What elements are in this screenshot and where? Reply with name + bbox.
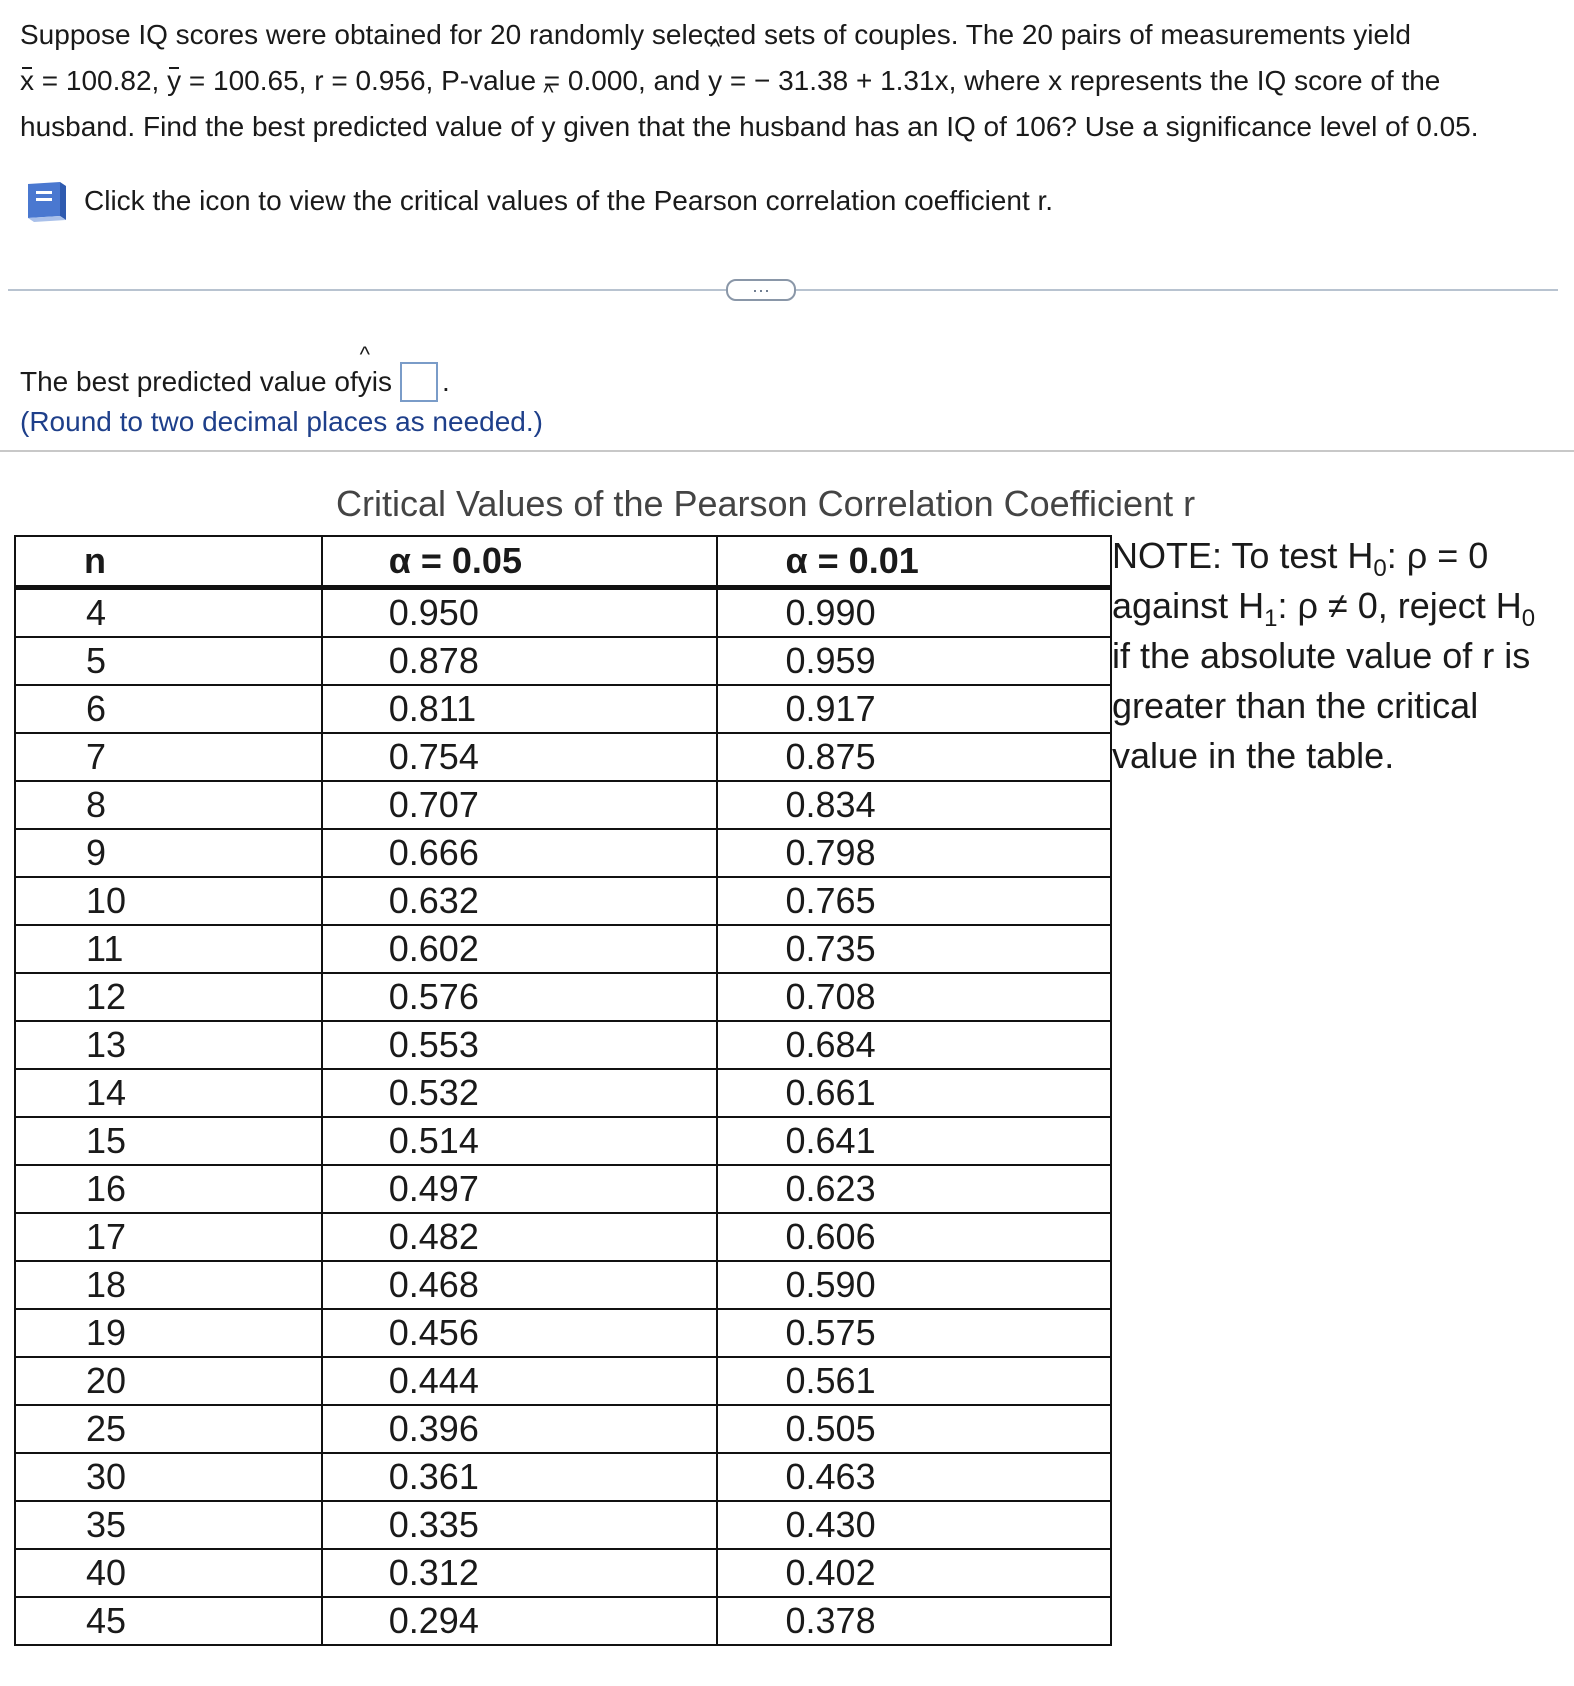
cell-alpha-001: 0.875 [717, 733, 1111, 781]
cell-alpha-005: 0.335 [322, 1501, 717, 1549]
cell-alpha-005: 0.553 [322, 1021, 717, 1069]
cell-alpha-001: 0.623 [717, 1165, 1111, 1213]
cell-alpha-001: 0.590 [717, 1261, 1111, 1309]
y-hat-symbol: ^ y [541, 104, 555, 150]
critical-values-link-row [22, 178, 1053, 224]
cell-n: 45 [15, 1597, 322, 1645]
answer-is: is [371, 366, 392, 397]
table-title: Critical Values of the Pearson Correlation Coefficient r [336, 483, 1196, 524]
header-alpha-005: α = 0.05 [322, 536, 717, 588]
x-bar-symbol: x [20, 58, 34, 104]
table-row [15, 1357, 1111, 1405]
cell-n: 19 [15, 1309, 322, 1357]
critical-values-table [14, 535, 1112, 1666]
cell-alpha-001: 0.463 [717, 1453, 1111, 1501]
cell-alpha-005: 0.482 [322, 1213, 717, 1261]
cell-alpha-005: 0.396 [322, 1405, 717, 1453]
question-line-2 [20, 58, 1550, 104]
cell-n: 16 [15, 1165, 322, 1213]
x-bar-value: = 100.82, [34, 65, 168, 96]
table-row [15, 685, 1111, 733]
table-row [15, 637, 1111, 685]
table-row [15, 1021, 1111, 1069]
cell-alpha-005: 0.576 [322, 973, 717, 1021]
cell-n: 9 [15, 829, 322, 877]
note-line-2-mid: : ρ ≠ 0, reject H [1277, 585, 1522, 626]
cell-alpha-005: 0.632 [322, 877, 717, 925]
header-alpha-001: α = 0.01 [717, 536, 1111, 588]
cell-alpha-005: 0.312 [322, 1549, 717, 1597]
note-sub-1: 1 [1264, 605, 1278, 633]
cell-alpha-001: 0.798 [717, 829, 1111, 877]
table-header-row [15, 536, 1111, 588]
note-text [1112, 531, 1572, 781]
cell-n: 40 [15, 1549, 322, 1597]
cell-n: 17 [15, 1213, 322, 1261]
cell-n: 20 [15, 1357, 322, 1405]
cell-alpha-001: 0.735 [717, 925, 1111, 973]
note-line-1-post: : ρ = 0 [1386, 535, 1489, 576]
cell-n: 7 [15, 733, 322, 781]
question-line-3 [20, 104, 1550, 150]
cell-n: 25 [15, 1405, 322, 1453]
cell-alpha-001: 0.505 [717, 1405, 1111, 1453]
y-hat-symbol: ^ y [358, 366, 372, 398]
cell-n: 12 [15, 973, 322, 1021]
cell-alpha-001: 0.378 [717, 1597, 1111, 1645]
answer-input[interactable] [400, 362, 438, 402]
cell-alpha-005: 0.468 [322, 1261, 717, 1309]
cell-alpha-001: 0.917 [717, 685, 1111, 733]
note-line-5: value in the table. [1112, 735, 1395, 776]
cell-alpha-005: 0.950 [322, 588, 717, 638]
table-row [15, 1261, 1111, 1309]
cell-n: 8 [15, 781, 322, 829]
question-line-3-post: given that the husband has an IQ of 106? Use a significance level of 0.05. [555, 111, 1479, 142]
rounding-note: (Round to two decimal places as needed.) [20, 406, 543, 437]
table-row [15, 1069, 1111, 1117]
table-row [15, 1165, 1111, 1213]
table-row [15, 1405, 1111, 1453]
cell-alpha-005: 0.602 [322, 925, 717, 973]
cell-alpha-001: 0.834 [717, 781, 1111, 829]
cell-alpha-001: 0.990 [717, 588, 1111, 638]
cell-n: 13 [15, 1021, 322, 1069]
note-sub-0b: 0 [1521, 605, 1536, 633]
note-sub-0: 0 [1373, 555, 1387, 583]
cell-alpha-005: 0.754 [322, 733, 717, 781]
cell-alpha-005: 0.514 [322, 1117, 717, 1165]
regression-equation: = − 31.38 + 1.31x, where x represents the IQ score of the [722, 65, 1441, 96]
cell-alpha-001: 0.684 [717, 1021, 1111, 1069]
note-line-2 [1112, 581, 1572, 631]
answer-suffix: . [442, 366, 450, 397]
y-bar-symbol: y [167, 58, 181, 104]
table-row [15, 877, 1111, 925]
table-row [15, 1597, 1111, 1645]
cell-alpha-005: 0.811 [322, 685, 717, 733]
answer-prefix: The best predicted value of [20, 366, 358, 397]
cell-alpha-001: 0.561 [717, 1357, 1111, 1405]
cell-alpha-005: 0.532 [322, 1069, 717, 1117]
table-row [15, 925, 1111, 973]
question-line-3-pre: husband. Find the best predicted value of [20, 111, 542, 142]
cell-alpha-005: 0.878 [322, 637, 717, 685]
table-row [15, 1549, 1111, 1597]
table-row [15, 1117, 1111, 1165]
critical-values-link-text: Click the icon to view the critical values of the Pearson correlation coefficient r. [84, 185, 1054, 216]
cell-alpha-001: 0.575 [717, 1309, 1111, 1357]
cell-n: 10 [15, 877, 322, 925]
answer-line [20, 360, 543, 404]
cell-alpha-001: 0.402 [717, 1549, 1111, 1597]
note-line-2-pre: against H [1112, 585, 1265, 626]
table-row [15, 829, 1111, 877]
cell-n: 4 [15, 588, 322, 638]
question-line-1: Suppose IQ scores were obtained for 20 randomly selected sets of couples. The 20 pairs of measurements yield [20, 19, 1411, 50]
table-row [15, 781, 1111, 829]
table-row [15, 1501, 1111, 1549]
cell-alpha-005: 0.497 [322, 1165, 717, 1213]
cell-n: 35 [15, 1501, 322, 1549]
table-row [15, 973, 1111, 1021]
cell-alpha-001: 0.661 [717, 1069, 1111, 1117]
cell-alpha-005: 0.707 [322, 781, 717, 829]
table-row [15, 1213, 1111, 1261]
cell-alpha-001: 0.708 [717, 973, 1111, 1021]
note-line-3: if the absolute value of r is [1112, 635, 1531, 676]
critical-values-grid [14, 535, 1112, 1646]
cell-n: 11 [15, 925, 322, 973]
popup-divider [0, 450, 1574, 452]
header-n: n [15, 536, 322, 588]
table-row [15, 733, 1111, 781]
cell-alpha-001: 0.430 [717, 1501, 1111, 1549]
cell-alpha-005: 0.444 [322, 1357, 717, 1405]
cell-n: 5 [15, 637, 322, 685]
answer-section [20, 360, 543, 438]
cell-alpha-005: 0.666 [322, 829, 717, 877]
table-row [15, 1453, 1111, 1501]
note-line-1-pre: NOTE: To test H [1112, 535, 1374, 576]
y-hat-symbol: ^ y [708, 58, 722, 104]
cell-n: 14 [15, 1069, 322, 1117]
note-line-1 [1112, 531, 1572, 581]
table-row [15, 588, 1111, 638]
note-line-4: greater than the critical [1112, 685, 1479, 726]
book-icon[interactable] [22, 178, 70, 224]
y-bar-value: = 100.65, r = 0.956, P-value = 0.000, and [181, 65, 709, 96]
more-button[interactable]: ··· [726, 279, 796, 301]
cell-alpha-005: 0.361 [322, 1453, 717, 1501]
cell-alpha-001: 0.641 [717, 1117, 1111, 1165]
cell-n: 30 [15, 1453, 322, 1501]
cell-alpha-001: 0.959 [717, 637, 1111, 685]
cell-n: 6 [15, 685, 322, 733]
cell-alpha-001: 0.765 [717, 877, 1111, 925]
question-text [20, 12, 1550, 150]
cell-n: 15 [15, 1117, 322, 1165]
cell-alpha-005: 0.456 [322, 1309, 717, 1357]
cell-n: 18 [15, 1261, 322, 1309]
cell-alpha-001: 0.606 [717, 1213, 1111, 1261]
table-row [15, 1309, 1111, 1357]
cell-alpha-005: 0.294 [322, 1597, 717, 1645]
